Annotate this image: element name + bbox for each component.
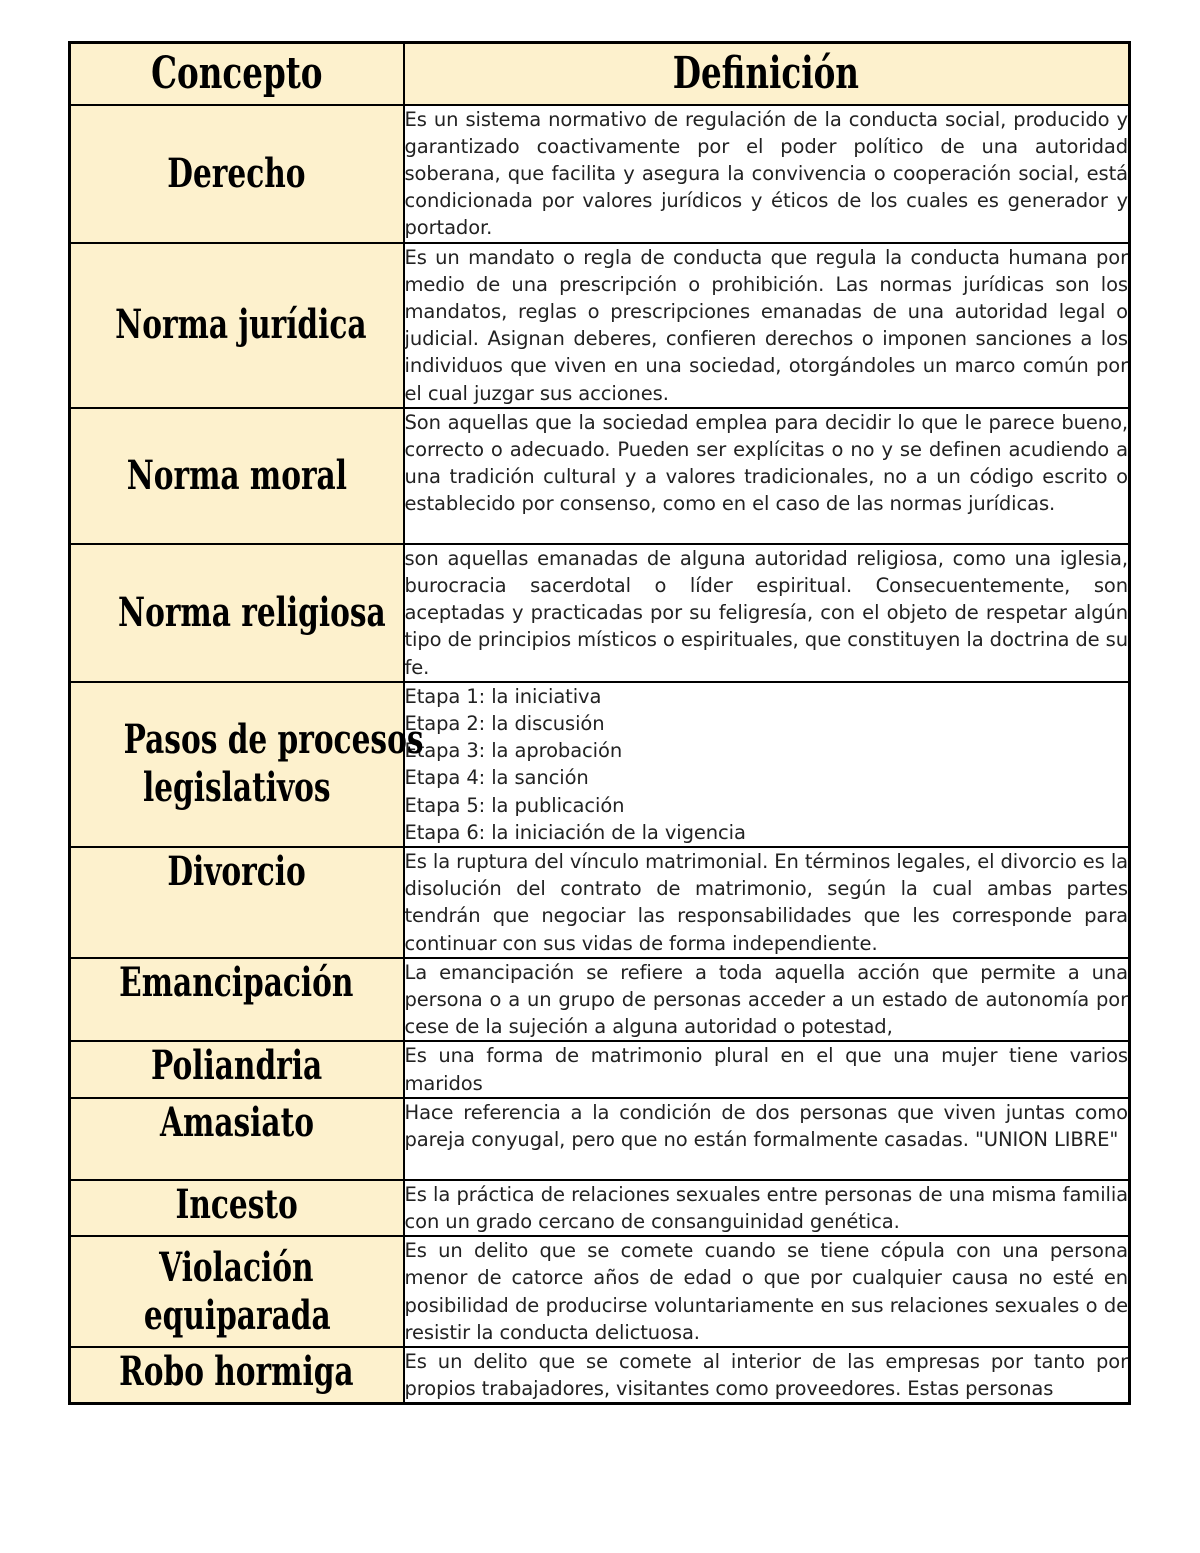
header-definicion: Definición — [404, 43, 1130, 105]
concept-cell: Violación equiparada — [70, 1236, 404, 1347]
table-row — [70, 682, 1130, 847]
concept-cell: Amasiato — [70, 1098, 404, 1180]
definition-cell: La emancipación se refiere a toda aquella acción que permite a una persona o a un grupo de personas acceder a un estado de autonomía por cese de la sujeción a alguna autoridad o potestad, — [404, 958, 1130, 1042]
concept-cell: Norma religiosa — [70, 544, 404, 682]
definition-cell: Hace referencia a la condición de dos personas que viven juntas como pareja conyugal, pero que no están formalmente casadas. "UNION LIBRE" — [404, 1098, 1130, 1180]
concept-cell: Incesto — [70, 1180, 404, 1236]
definition-cell: Es un delito que se comete al interior de las empresas por tanto por propios trabajadores, visitantes como proveedores. Estas personas — [404, 1347, 1130, 1404]
definition-cell: Es un sistema normativo de regulación de la conducta social, producido y garantizado coactivamente por el poder político de una autoridad soberana, que facilita y asegura la convivencia o cooperación social, está condicionada por valores jurídicos y éticos de los cuales es generador y portador. — [404, 105, 1130, 243]
concept-definition-table — [68, 41, 1131, 1405]
concept-cell: Norma moral — [70, 408, 404, 544]
concept-cell: Divorcio — [70, 847, 404, 958]
table-row — [70, 847, 1130, 958]
definition-cell: son aquellas emanadas de alguna autoridad religiosa, como una iglesia, burocracia sacerdotal o líder espiritual. Consecuentemente, son aceptadas y practicadas por su feligresía, con el objeto de respetar algún tipo de principios místicos o espirituales, que constituyen la doctrina de su fe. — [404, 544, 1130, 682]
table-row — [70, 1098, 1130, 1180]
table-row — [70, 408, 1130, 544]
definition-cell: Es una forma de matrimonio plural en el que una mujer tiene varios maridos — [404, 1041, 1130, 1097]
table-row — [70, 1041, 1130, 1097]
concept-cell: Pasos de procesos legislativos — [70, 682, 404, 847]
header-concepto: Concepto — [70, 43, 404, 105]
table-row — [70, 544, 1130, 682]
concept-cell: Emancipación — [70, 958, 404, 1042]
definition-cell: Es un mandato o regla de conducta que regula la conducta humana por medio de una prescripción o prohibición. Las normas jurídicas son los mandatos, reglas o prescripciones emanadas de una autoridad legal o judicial. Asignan deberes, confieren derechos o imponen sanciones a los individuos que viven en una sociedad, otorgándoles un marco común por el cual juzgar sus acciones. — [404, 243, 1130, 408]
definition-cell: Es la práctica de relaciones sexuales entre personas de una misma familia con un grado cercano de consanguinidad genética. — [404, 1180, 1130, 1236]
table-row — [70, 1180, 1130, 1236]
table-header-row — [70, 43, 1130, 105]
table-row — [70, 958, 1130, 1042]
table-row — [70, 105, 1130, 243]
definition-cell: Son aquellas que la sociedad emplea para decidir lo que le parece bueno, correcto o adecuado. Pueden ser explícitas o no y se definen acudiendo a una tradición cultural y a valores tradicionales, no a un código escrito o establecido por consenso, como en el caso de las normas jurídicas. — [404, 408, 1130, 544]
concept-cell: Norma jurídica — [70, 243, 404, 408]
concept-cell: Poliandria — [70, 1041, 404, 1097]
table-row — [70, 243, 1130, 408]
table-row — [70, 1347, 1130, 1404]
definition-cell: Etapa 1: la iniciativa Etapa 2: la discusión Etapa 3: la aprobación Etapa 4: la sanción Etapa 5: la publicación Etapa 6: la iniciación de la vigencia — [404, 682, 1130, 847]
concept-cell: Robo hormiga — [70, 1347, 404, 1404]
table-row — [70, 1236, 1130, 1347]
definition-cell: Es la ruptura del vínculo matrimonial. En términos legales, el divorcio es la disolución del contrato de matrimonio, según la cual ambas partes tendrán que negociar las responsabilidades que les corresponde para continuar con sus vidas de forma independiente. — [404, 847, 1130, 958]
definition-cell: Es un delito que se comete cuando se tiene cópula con una persona menor de catorce años de edad o que por cualquier causa no esté en posibilidad de producirse voluntariamente en sus relaciones sexuales o de resistir la conducta delictuosa. — [404, 1236, 1130, 1347]
concept-cell: Derecho — [70, 105, 404, 243]
